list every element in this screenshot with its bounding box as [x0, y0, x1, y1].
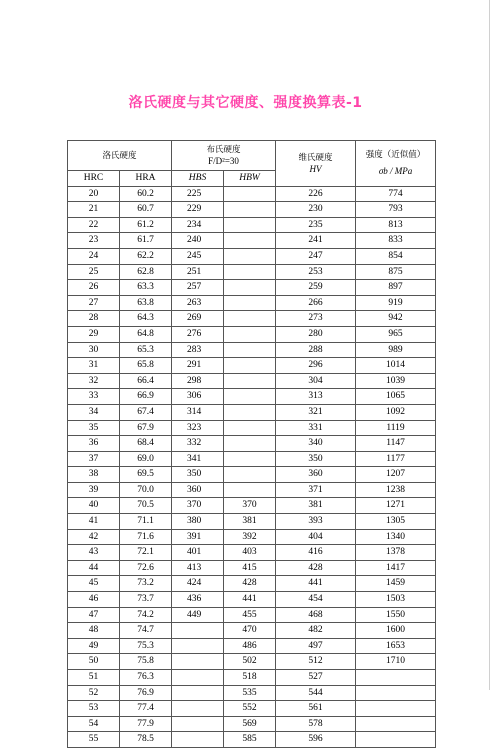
cell-sigma: 1207: [356, 467, 436, 483]
table-row: [68, 451, 436, 467]
cell-hra: 74.7: [120, 623, 172, 639]
strength-header: 强度（近似值） σb / MPa: [356, 141, 436, 187]
cell-sigma: 1065: [356, 389, 436, 405]
cell-sigma: [356, 670, 436, 686]
cell-hrc: 52: [68, 685, 120, 701]
hrc-header: HRC: [68, 171, 120, 187]
cell-hv: 360: [276, 467, 356, 483]
cell-hv: 313: [276, 389, 356, 405]
cell-hbw: [224, 311, 276, 327]
table-row: [68, 732, 436, 748]
cell-hrc: 33: [68, 389, 120, 405]
strength-unit: σb / MPa: [378, 166, 413, 177]
cell-hbs: 380: [172, 514, 224, 530]
vickers-unit: HV: [309, 163, 322, 174]
cell-hbw: [224, 420, 276, 436]
cell-hra: 64.3: [120, 311, 172, 327]
cell-hrc: 35: [68, 420, 120, 436]
cell-hbs: 291: [172, 358, 224, 374]
cell-hv: 241: [276, 233, 356, 249]
cell-hbs: 276: [172, 326, 224, 342]
cell-hbw: [224, 233, 276, 249]
table-row: [68, 654, 436, 670]
vickers-header: 维氏硬度 HV: [276, 141, 356, 187]
cell-hbs: 240: [172, 233, 224, 249]
table-row: [68, 576, 436, 592]
table-row: [68, 202, 436, 218]
cell-hbs: 234: [172, 217, 224, 233]
cell-hra: 67.4: [120, 404, 172, 420]
cell-hv: 350: [276, 451, 356, 467]
cell-sigma: 1653: [356, 638, 436, 654]
cell-sigma: 793: [356, 202, 436, 218]
cell-hra: 70.5: [120, 498, 172, 514]
table-row: [68, 389, 436, 405]
cell-hbw: [224, 358, 276, 374]
cell-hra: 74.2: [120, 607, 172, 623]
cell-sigma: [356, 732, 436, 748]
cell-hbw: [224, 467, 276, 483]
cell-hra: 63.8: [120, 295, 172, 311]
cell-hbw: 552: [224, 701, 276, 717]
cell-hv: 340: [276, 436, 356, 452]
cell-hbw: 403: [224, 545, 276, 561]
cell-hbw: [224, 295, 276, 311]
cell-hv: 247: [276, 248, 356, 264]
cell-hra: 62.2: [120, 248, 172, 264]
cell-hbw: 518: [224, 670, 276, 686]
cell-hv: 381: [276, 498, 356, 514]
cell-hra: 66.9: [120, 389, 172, 405]
cell-hbw: [224, 217, 276, 233]
cell-hbs: 229: [172, 202, 224, 218]
cell-hbs: 341: [172, 451, 224, 467]
cell-hrc: 38: [68, 467, 120, 483]
cell-hbs: 269: [172, 311, 224, 327]
cell-hra: 76.3: [120, 670, 172, 686]
cell-sigma: 1378: [356, 545, 436, 561]
cell-hv: 230: [276, 202, 356, 218]
cell-hrc: 22: [68, 217, 120, 233]
cell-hbs: 436: [172, 592, 224, 608]
table-row: [68, 342, 436, 358]
cell-hra: 75.3: [120, 638, 172, 654]
cell-sigma: 1503: [356, 592, 436, 608]
cell-hbs: [172, 654, 224, 670]
table-row: [68, 217, 436, 233]
cell-hbs: 298: [172, 373, 224, 389]
cell-hv: 226: [276, 186, 356, 202]
cell-hbs: [172, 701, 224, 717]
cell-hrc: 20: [68, 186, 120, 202]
table-row: [68, 436, 436, 452]
table-row: [68, 233, 436, 249]
cell-sigma: [356, 716, 436, 732]
cell-hv: 393: [276, 514, 356, 530]
hbs-header: HBS: [172, 171, 224, 187]
cell-hv: 428: [276, 560, 356, 576]
cell-hbw: [224, 436, 276, 452]
cell-hv: 296: [276, 358, 356, 374]
cell-hbw: [224, 280, 276, 296]
table-row: [68, 186, 436, 202]
cell-hrc: 50: [68, 654, 120, 670]
cell-hv: 371: [276, 482, 356, 498]
cell-hra: 70.0: [120, 482, 172, 498]
cell-hrc: 54: [68, 716, 120, 732]
cell-hv: 321: [276, 404, 356, 420]
cell-hbs: 225: [172, 186, 224, 202]
cell-hbs: 306: [172, 389, 224, 405]
cell-hbs: 360: [172, 482, 224, 498]
cell-hrc: 25: [68, 264, 120, 280]
table-row: [68, 280, 436, 296]
cell-hrc: 40: [68, 498, 120, 514]
cell-hbw: [224, 373, 276, 389]
table-row: [68, 607, 436, 623]
cell-sigma: 813: [356, 217, 436, 233]
cell-hbw: [224, 389, 276, 405]
cell-hbw: [224, 342, 276, 358]
hbw-header: HBW: [224, 171, 276, 187]
cell-hrc: 26: [68, 280, 120, 296]
cell-hra: 77.9: [120, 716, 172, 732]
cell-hbw: [224, 451, 276, 467]
cell-hbw: 381: [224, 514, 276, 530]
cell-hv: 578: [276, 716, 356, 732]
cell-sigma: 1417: [356, 560, 436, 576]
cell-hrc: 46: [68, 592, 120, 608]
table-row: [68, 264, 436, 280]
cell-sigma: 1271: [356, 498, 436, 514]
cell-hv: 253: [276, 264, 356, 280]
cell-hrc: 51: [68, 670, 120, 686]
cell-hbs: [172, 638, 224, 654]
cell-sigma: 1305: [356, 514, 436, 530]
cell-hv: 304: [276, 373, 356, 389]
cell-hrc: 24: [68, 248, 120, 264]
cell-sigma: 1238: [356, 482, 436, 498]
cell-hbs: 332: [172, 436, 224, 452]
cell-hbs: [172, 623, 224, 639]
cell-hv: 454: [276, 592, 356, 608]
table-row: [68, 685, 436, 701]
cell-hra: 61.2: [120, 217, 172, 233]
rockwell-header: 洛氏硬度: [68, 141, 172, 171]
cell-sigma: 854: [356, 248, 436, 264]
table-row: [68, 498, 436, 514]
cell-hra: 60.2: [120, 186, 172, 202]
cell-hv: 235: [276, 217, 356, 233]
table-row: [68, 592, 436, 608]
cell-hbs: 251: [172, 264, 224, 280]
brinell-load-ratio: F/D²=30: [208, 156, 239, 166]
cell-hrc: 32: [68, 373, 120, 389]
table-row: [68, 326, 436, 342]
table-row: [68, 701, 436, 717]
cell-sigma: 1710: [356, 654, 436, 670]
cell-sigma: 1039: [356, 373, 436, 389]
cell-hbs: 401: [172, 545, 224, 561]
cell-hv: 497: [276, 638, 356, 654]
cell-hbs: 263: [172, 295, 224, 311]
hardness-conversion-table: [67, 140, 436, 748]
cell-hv: 482: [276, 623, 356, 639]
cell-hbw: 535: [224, 685, 276, 701]
cell-sigma: [356, 685, 436, 701]
cell-sigma: 919: [356, 295, 436, 311]
cell-hv: 512: [276, 654, 356, 670]
table-row: [68, 638, 436, 654]
cell-hrc: 31: [68, 358, 120, 374]
cell-hbw: 441: [224, 592, 276, 608]
cell-sigma: 833: [356, 233, 436, 249]
table-body: [68, 186, 436, 747]
cell-hrc: 41: [68, 514, 120, 530]
cell-hrc: 44: [68, 560, 120, 576]
cell-hra: 67.9: [120, 420, 172, 436]
cell-hbs: [172, 732, 224, 748]
cell-hrc: 49: [68, 638, 120, 654]
cell-hbs: 323: [172, 420, 224, 436]
cell-hbs: [172, 670, 224, 686]
table-row: [68, 420, 436, 436]
cell-hra: 65.8: [120, 358, 172, 374]
cell-hra: 63.3: [120, 280, 172, 296]
cell-hbw: 370: [224, 498, 276, 514]
cell-hbw: 486: [224, 638, 276, 654]
cell-hbw: [224, 248, 276, 264]
brinell-header: 布氏硬度 F/D²=30: [172, 141, 276, 171]
table-row: [68, 358, 436, 374]
table-row: [68, 529, 436, 545]
cell-hbs: 245: [172, 248, 224, 264]
table-row: [68, 373, 436, 389]
cell-hbw: 392: [224, 529, 276, 545]
cell-hra: 76.9: [120, 685, 172, 701]
cell-sigma: [356, 701, 436, 717]
cell-sigma: 1340: [356, 529, 436, 545]
cell-hv: 280: [276, 326, 356, 342]
cell-sigma: 965: [356, 326, 436, 342]
cell-hbs: 283: [172, 342, 224, 358]
cell-hbs: 413: [172, 560, 224, 576]
page-title: 洛氏硬度与其它硬度、强度换算表-1: [128, 95, 363, 111]
cell-hbw: [224, 202, 276, 218]
cell-hrc: 47: [68, 607, 120, 623]
cell-hra: 64.8: [120, 326, 172, 342]
cell-hra: 60.7: [120, 202, 172, 218]
cell-hbs: 257: [172, 280, 224, 296]
table-row: [68, 482, 436, 498]
cell-sigma: 1119: [356, 420, 436, 436]
cell-hv: 273: [276, 311, 356, 327]
cell-hra: 71.1: [120, 514, 172, 530]
cell-hrc: 30: [68, 342, 120, 358]
cell-hbs: 391: [172, 529, 224, 545]
cell-hra: 68.4: [120, 436, 172, 452]
cell-hra: 73.2: [120, 576, 172, 592]
cell-sigma: 1014: [356, 358, 436, 374]
cell-sigma: 774: [356, 186, 436, 202]
cell-hbs: 370: [172, 498, 224, 514]
cell-hrc: 53: [68, 701, 120, 717]
table-row: [68, 670, 436, 686]
header-row-main: [68, 141, 436, 171]
cell-hv: 404: [276, 529, 356, 545]
cell-hrc: 29: [68, 326, 120, 342]
cell-hbs: 314: [172, 404, 224, 420]
cell-hbs: 424: [172, 576, 224, 592]
cell-hv: 596: [276, 732, 356, 748]
cell-hv: 468: [276, 607, 356, 623]
cell-hv: 544: [276, 685, 356, 701]
cell-hbs: [172, 685, 224, 701]
page-edge: [489, 0, 490, 690]
table-row: [68, 248, 436, 264]
cell-hbw: 569: [224, 716, 276, 732]
cell-hrc: 42: [68, 529, 120, 545]
cell-hbw: 428: [224, 576, 276, 592]
cell-hra: 78.5: [120, 732, 172, 748]
table-row: [68, 295, 436, 311]
cell-hbw: [224, 326, 276, 342]
cell-hbw: 585: [224, 732, 276, 748]
cell-hra: 61.7: [120, 233, 172, 249]
table-row: [68, 545, 436, 561]
table-row: [68, 560, 436, 576]
cell-sigma: 1550: [356, 607, 436, 623]
cell-hbw: [224, 482, 276, 498]
cell-hrc: 39: [68, 482, 120, 498]
cell-hbs: 350: [172, 467, 224, 483]
cell-hra: 77.4: [120, 701, 172, 717]
cell-hv: 288: [276, 342, 356, 358]
cell-hrc: 28: [68, 311, 120, 327]
cell-hra: 72.1: [120, 545, 172, 561]
cell-hrc: 21: [68, 202, 120, 218]
cell-hbw: [224, 404, 276, 420]
cell-hra: 65.3: [120, 342, 172, 358]
table-row: [68, 311, 436, 327]
table-row: [68, 716, 436, 732]
cell-hbw: 455: [224, 607, 276, 623]
cell-sigma: 1459: [356, 576, 436, 592]
cell-hrc: 36: [68, 436, 120, 452]
table-row: [68, 404, 436, 420]
table-row: [68, 623, 436, 639]
cell-sigma: 1600: [356, 623, 436, 639]
cell-hra: 62.8: [120, 264, 172, 280]
cell-hra: 66.4: [120, 373, 172, 389]
cell-hrc: 23: [68, 233, 120, 249]
cell-hbs: [172, 716, 224, 732]
cell-hv: 561: [276, 701, 356, 717]
cell-hv: 331: [276, 420, 356, 436]
cell-hv: 259: [276, 280, 356, 296]
cell-hbw: [224, 264, 276, 280]
cell-sigma: 942: [356, 311, 436, 327]
hra-header: HRA: [120, 171, 172, 187]
cell-hra: 69.0: [120, 451, 172, 467]
cell-hv: 266: [276, 295, 356, 311]
cell-hbw: 502: [224, 654, 276, 670]
cell-hrc: 37: [68, 451, 120, 467]
cell-hrc: 45: [68, 576, 120, 592]
cell-hra: 72.6: [120, 560, 172, 576]
cell-hrc: 55: [68, 732, 120, 748]
cell-hv: 416: [276, 545, 356, 561]
cell-sigma: 1177: [356, 451, 436, 467]
cell-hbw: 470: [224, 623, 276, 639]
cell-hbw: 415: [224, 560, 276, 576]
cell-hrc: 27: [68, 295, 120, 311]
cell-sigma: 875: [356, 264, 436, 280]
table-row: [68, 514, 436, 530]
cell-hra: 71.6: [120, 529, 172, 545]
table-row: [68, 467, 436, 483]
cell-hra: 73.7: [120, 592, 172, 608]
cell-sigma: 1092: [356, 404, 436, 420]
cell-hra: 69.5: [120, 467, 172, 483]
cell-hbs: 449: [172, 607, 224, 623]
cell-hra: 75.8: [120, 654, 172, 670]
cell-sigma: 989: [356, 342, 436, 358]
cell-sigma: 1147: [356, 436, 436, 452]
cell-hv: 441: [276, 576, 356, 592]
cell-hrc: 34: [68, 404, 120, 420]
cell-hrc: 43: [68, 545, 120, 561]
cell-hbw: [224, 186, 276, 202]
cell-sigma: 897: [356, 280, 436, 296]
cell-hrc: 48: [68, 623, 120, 639]
cell-hv: 527: [276, 670, 356, 686]
